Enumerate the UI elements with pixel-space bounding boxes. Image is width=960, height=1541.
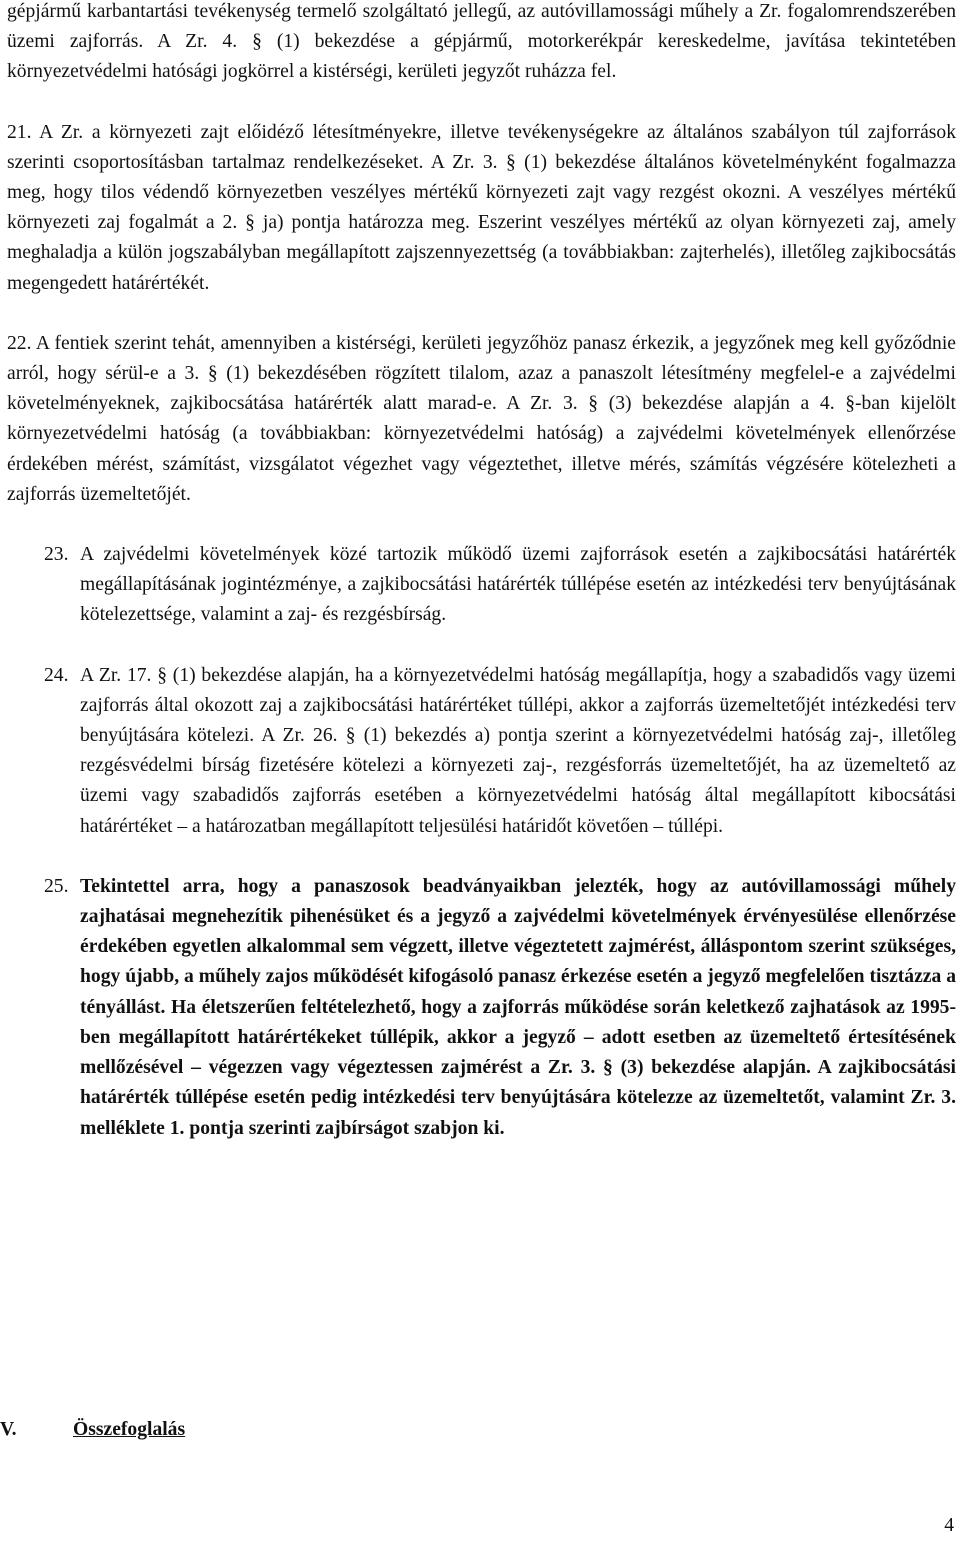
item-text: A Zr. 17. § (1) bekezdése alapján, ha a környezetvédelmi hatóság megállapítja, hogy a szabadidős vagy üzemi zajforrás által okozott zaj a zajkibocsátási határértéket túllépi, akkor a zajforrás üzemeltetőjét intézkedési terv benyújtására kötelezi. A Zr. 26. § (1) bekezdés a) pontja szerint a környezetvédelmi hatóság zaj-, illetőleg rezgésvédelmi bírság fizetésére kötelezi a környezeti zaj-, rezgésforrás üzemeltetőjét, ha az üzemeltető az üzemi vagy szabadidős zajforrás esetében a környezetvédelmi hatóság által megállapított kibocsátási határértéket – a határozatban megállapított teljesülési határidőt követően – túllépi. xyxy=(80,664,956,837)
item-number: 24. xyxy=(44,664,69,686)
item-text-bold: Tekintettel arra, hogy a panaszosok beadványaikban jelezték, hogy az autóvillamossági műhely zajhatásai megnehezítik pihenésüket és a jegyző a zajvédelmi követelmények érvényesülése ellenőrzése érdekében egyetlen alkalommal sem végzett, illetve végeztetett zajmérést, álláspontom szerint szükséges, hogy újabb, a műhely zajos működését kifogásoló panasz érkezése esetén a jegyző megfelelően tisztázza a tényállást. Ha életszerűen feltételezhető, hogy a zajforrás működése során keletkező zajhatások az 1995-ben megállapított határértékeket túllépik, akkor a jegyző – adott esetben az üzemeltető értesítésének mellőzésével – végezzen vagy végeztessen zajmérést a Zr. 3. § (3) bekezdése alapján. A zajkibocsátási határérték túllépése esetén pedig intézkedési terv benyújtására kötelezze az üzemeltetőt, valamint Zr. 3. melléklete 1. pontja szerinti zajbírságot szabjon ki. xyxy=(80,875,956,1139)
paragraph-intro: gépjármű karbantartási tevékenység termelő szolgáltató jellegű, az autóvillamossági műhely a Zr. fogalomrendszerében üzemi zajforrás. A Zr. 4. § (1) bekezdése a gépjármű, motorkerékpár kereskedelme, javítása tekintetében környezetvédelmi hatósági jogkörrel a kistérségi, kerületi jegyzőt ruházza fel. xyxy=(7,1,956,83)
document-page xyxy=(7,0,956,1144)
item-number: 23. xyxy=(44,544,69,566)
paragraph-22: 22. A fentiek szerint tehát, amennyiben a kistérségi, kerületi jegyzőhöz panasz érkezik, a jegyzőnek meg kell győződnie arról, hogy sérül-e a 3. § (1) bekezdésében rögzített tilalom, azaz a panaszolt létesítmény megfelel-e a zajvédelmi követelményeknek, zajkibocsátása határérték alatt marad-e. A Zr. 3. § (3) bekezdése alapján a 4. §-ban kijelölt környezetvédelmi hatóság (a továbbiakban: környezetvédelmi hatóság) a zajvédelmi követelmények ellenőrzése érdekében mérést, számítást, vizsgálatot végezhet vagy végeztethet, illetve mérés, számítás végzésére kötelezheti a zajforrás üzemeltetőjét. xyxy=(7,332,956,505)
paragraph-21: 21. A Zr. a környezeti zajt előidéző létesítményekre, illetve tevékenységekre az általános szabályon túl zajforrások szerinti csoportosításban tartalmaz rendelkezéseket. A Zr. 3. § (1) bekezdése általános követelményként fogalmazza meg, hogy tilos védendő környezetben veszélyes mértékű környezeti zajt vagy rezgést okozni. A veszélyes mértékű környezeti zaj fogalmát a 2. § ja) pontja határozza meg. Eszerint veszélyes mértékű az olyan környezeti zaj, amely meghaladja a külön jogszabályban megállapított zajszennyezettség (a továbbiakban: zajterhelés), illetőleg zajkibocsátás megengedett határértékét. xyxy=(7,121,956,294)
numbered-item-25 xyxy=(7,872,956,1144)
section-roman-numeral: V. xyxy=(0,1419,17,1440)
numbered-item-24 xyxy=(7,661,956,842)
item-text: A zajvédelmi követelmények közé tartozik működő üzemi zajforrások esetén a zajkibocsátási határérték megállapításának jogintézménye, a zajkibocsátási határérték túllépése esetén az intézkedési terv benyújtásának kötelezettsége, valamint a zaj- és rezgésbírság. xyxy=(80,544,956,626)
numbered-item-23 xyxy=(7,540,956,631)
page-number: 4 xyxy=(944,1515,954,1536)
section-title: Összefoglalás xyxy=(73,1419,186,1440)
item-number: 25. xyxy=(44,875,69,897)
